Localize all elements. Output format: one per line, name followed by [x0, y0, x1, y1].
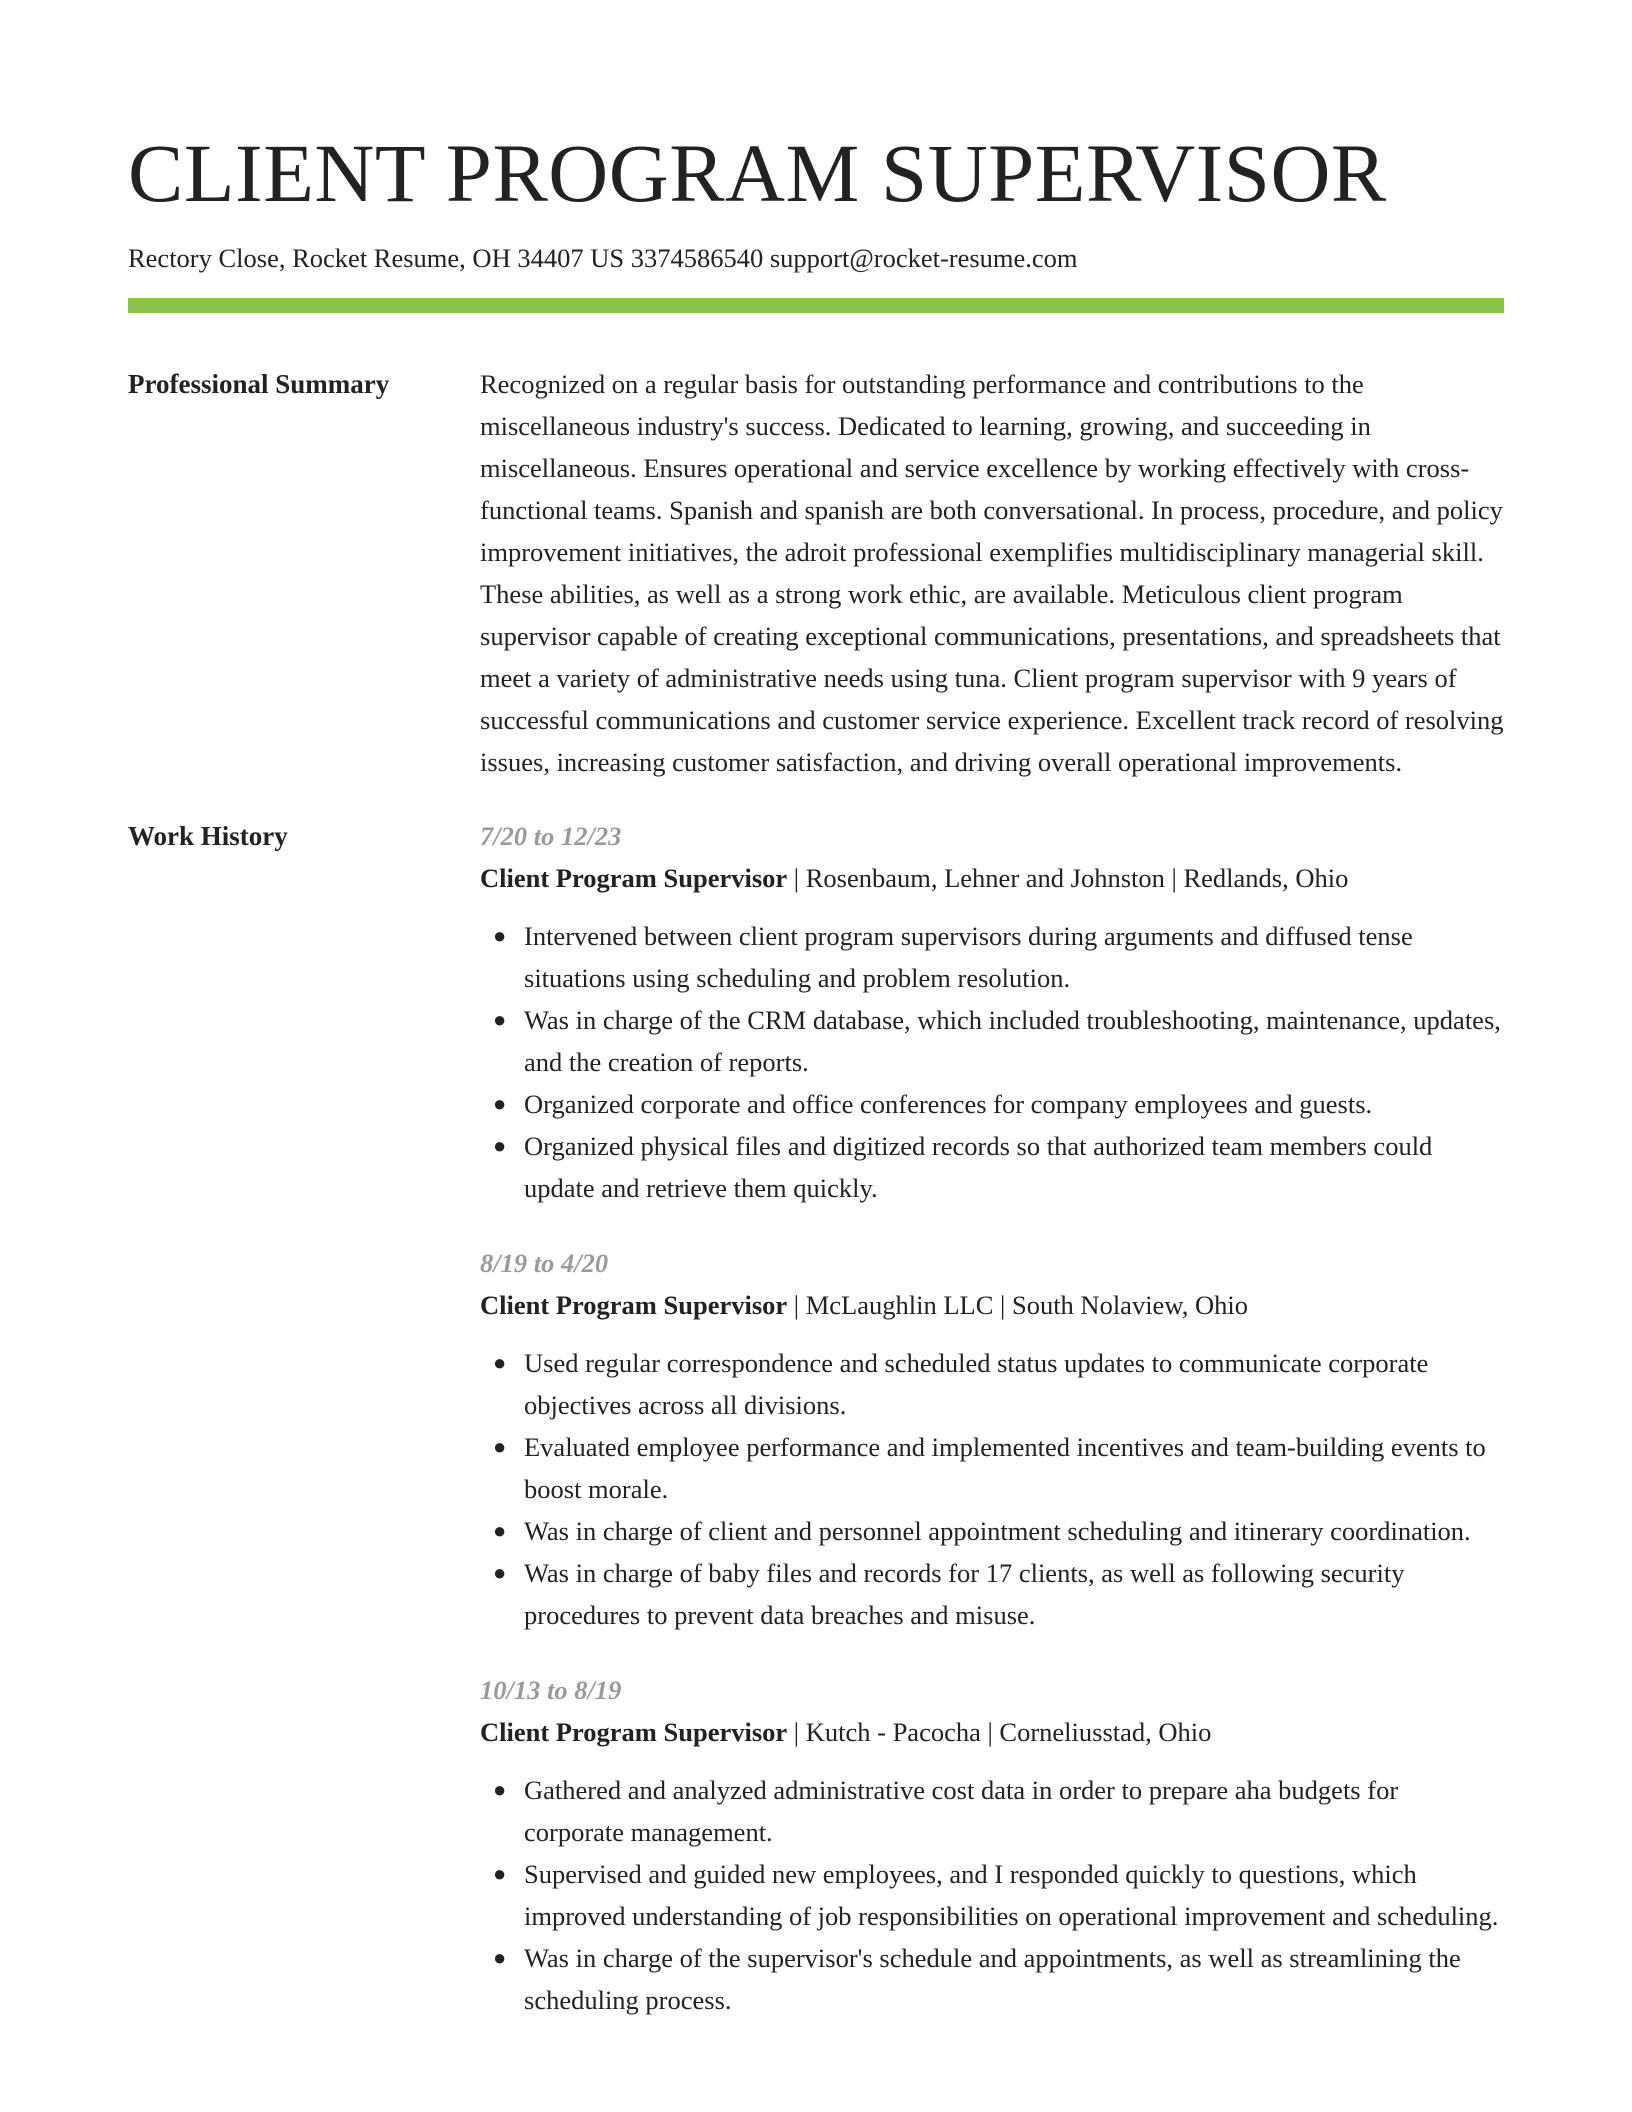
job-title-line — [480, 1284, 1504, 1326]
section-label-work-history: Work History — [128, 821, 288, 851]
bullet-icon: ● — [493, 1133, 507, 1158]
job-bullet — [493, 999, 1504, 1083]
job-bullet-text: Intervened between client program supervisors during arguments and diffused tense situations using scheduling and problem resolution. — [524, 921, 1413, 993]
job-entry — [480, 1242, 1504, 1636]
job-bullet-text: Used regular correspondence and scheduled status updates to communicate corporate objectives across all divisions. — [524, 1348, 1429, 1420]
job-dates: 10/13 to 8/19 — [480, 1675, 622, 1705]
professional-summary-body — [480, 363, 1504, 783]
resume-page — [128, 0, 1504, 2021]
job-bullet-text: Was in charge of the supervisor's schedule and appointments, as well as streamlining the scheduling process. — [524, 1943, 1461, 2015]
job-dates: 8/19 to 4/20 — [480, 1248, 609, 1278]
job-bullet-text: Gathered and analyzed administrative cost data in order to prepare aha budgets for corporate management. — [524, 1775, 1399, 1847]
job-bullet — [493, 1937, 1504, 2021]
job-bullet-list — [480, 1342, 1504, 1636]
job-bullet — [493, 1552, 1504, 1636]
job-entry — [480, 1669, 1504, 2021]
job-employer-location: | Kutch - Pacocha | Corneliusstad, Ohio — [787, 1717, 1212, 1747]
job-bullet — [493, 1125, 1504, 1209]
contact-line: Rectory Close, Rocket Resume, OH 34407 US 3374586540 support@rocket-resume.com — [128, 243, 1078, 273]
job-title-line — [480, 857, 1504, 899]
job-title: Client Program Supervisor — [480, 1717, 788, 1747]
bullet-icon: ● — [493, 1518, 507, 1543]
job-bullet-text: Was in charge of client and personnel appointment scheduling and itinerary coordination. — [524, 1516, 1471, 1546]
bullet-icon: ● — [493, 1350, 507, 1375]
professional-summary-section — [128, 363, 1504, 783]
job-bullet — [493, 1510, 1504, 1552]
job-bullet-text: Supervised and guided new employees, and I responded quickly to questions, which improved understanding of job responsibilities on operational improvement and scheduling. — [524, 1859, 1499, 1931]
bullet-icon: ● — [493, 1560, 507, 1585]
bullet-icon: ● — [493, 1777, 507, 1802]
job-dates: 7/20 to 12/23 — [480, 821, 622, 851]
job-bullet-text: Organized corporate and office conferences for company employees and guests. — [524, 1089, 1373, 1119]
job-bullet-text: Organized physical files and digitized records so that authorized team members could update and retrieve them quickly. — [524, 1131, 1433, 1203]
job-bullet — [493, 915, 1504, 999]
job-employer-location: | McLaughlin LLC | South Nolaview, Ohio — [787, 1290, 1248, 1320]
bullet-icon: ● — [493, 923, 507, 948]
job-title-line — [480, 1711, 1504, 1753]
job-employer-location: | Rosenbaum, Lehner and Johnston | Redlands, Ohio — [787, 863, 1349, 893]
accent-divider — [128, 298, 1504, 313]
job-bullet — [493, 1426, 1504, 1510]
job-bullet — [493, 1853, 1504, 1937]
job-bullet — [493, 1083, 1504, 1125]
job-title: Client Program Supervisor — [480, 863, 788, 893]
work-history-body — [480, 815, 1504, 2021]
job-bullet-list — [480, 1769, 1504, 2021]
bullet-icon: ● — [493, 1434, 507, 1459]
resume-name-heading: CLIENT PROGRAM SUPERVISOR — [128, 127, 1387, 219]
bullet-icon: ● — [493, 1091, 507, 1116]
bullet-icon: ● — [493, 1007, 507, 1032]
job-bullet — [493, 1342, 1504, 1426]
job-bullet-text: Was in charge of baby files and records for 17 clients, as well as following security procedures to prevent data breaches and misuse. — [524, 1558, 1405, 1630]
job-bullet-text: Was in charge of the CRM database, which included troubleshooting, maintenance, updates, and the creation of reports. — [524, 1005, 1501, 1077]
bullet-icon: ● — [493, 1861, 507, 1886]
job-bullet-list — [480, 915, 1504, 1209]
job-entry — [480, 815, 1504, 1209]
job-title: Client Program Supervisor — [480, 1290, 788, 1320]
bullet-icon: ● — [493, 1945, 507, 1970]
job-bullet — [493, 1769, 1504, 1853]
section-label-professional-summary: Professional Summary — [128, 369, 390, 399]
job-bullet-text: Evaluated employee performance and implemented incentives and team-building events to boost morale. — [524, 1432, 1486, 1504]
summary-text: Recognized on a regular basis for outstanding performance and contributions to the miscellaneous industry's success. Dedicated to learning, growing, and succeeding in miscellaneous. Ensures operational and service excellence by working effectively with cross-functional teams. Spanish and spanish are both conversational. In process, procedure, and policy improvement initiatives, the adroit professional exemplifies multidisciplinary managerial skill. These abilities, as well as a strong work ethic, are available. Meticulous client program supervisor capable of creating exceptional communications, presentations, and spreadsheets that meet a variety of administrative needs using tuna. Client program supervisor with 9 years of successful communications and customer service experience. Excellent track record of resolving issues, increasing customer satisfaction, and driving overall operational improvements. — [480, 369, 1504, 777]
work-history-section — [128, 815, 1504, 2021]
